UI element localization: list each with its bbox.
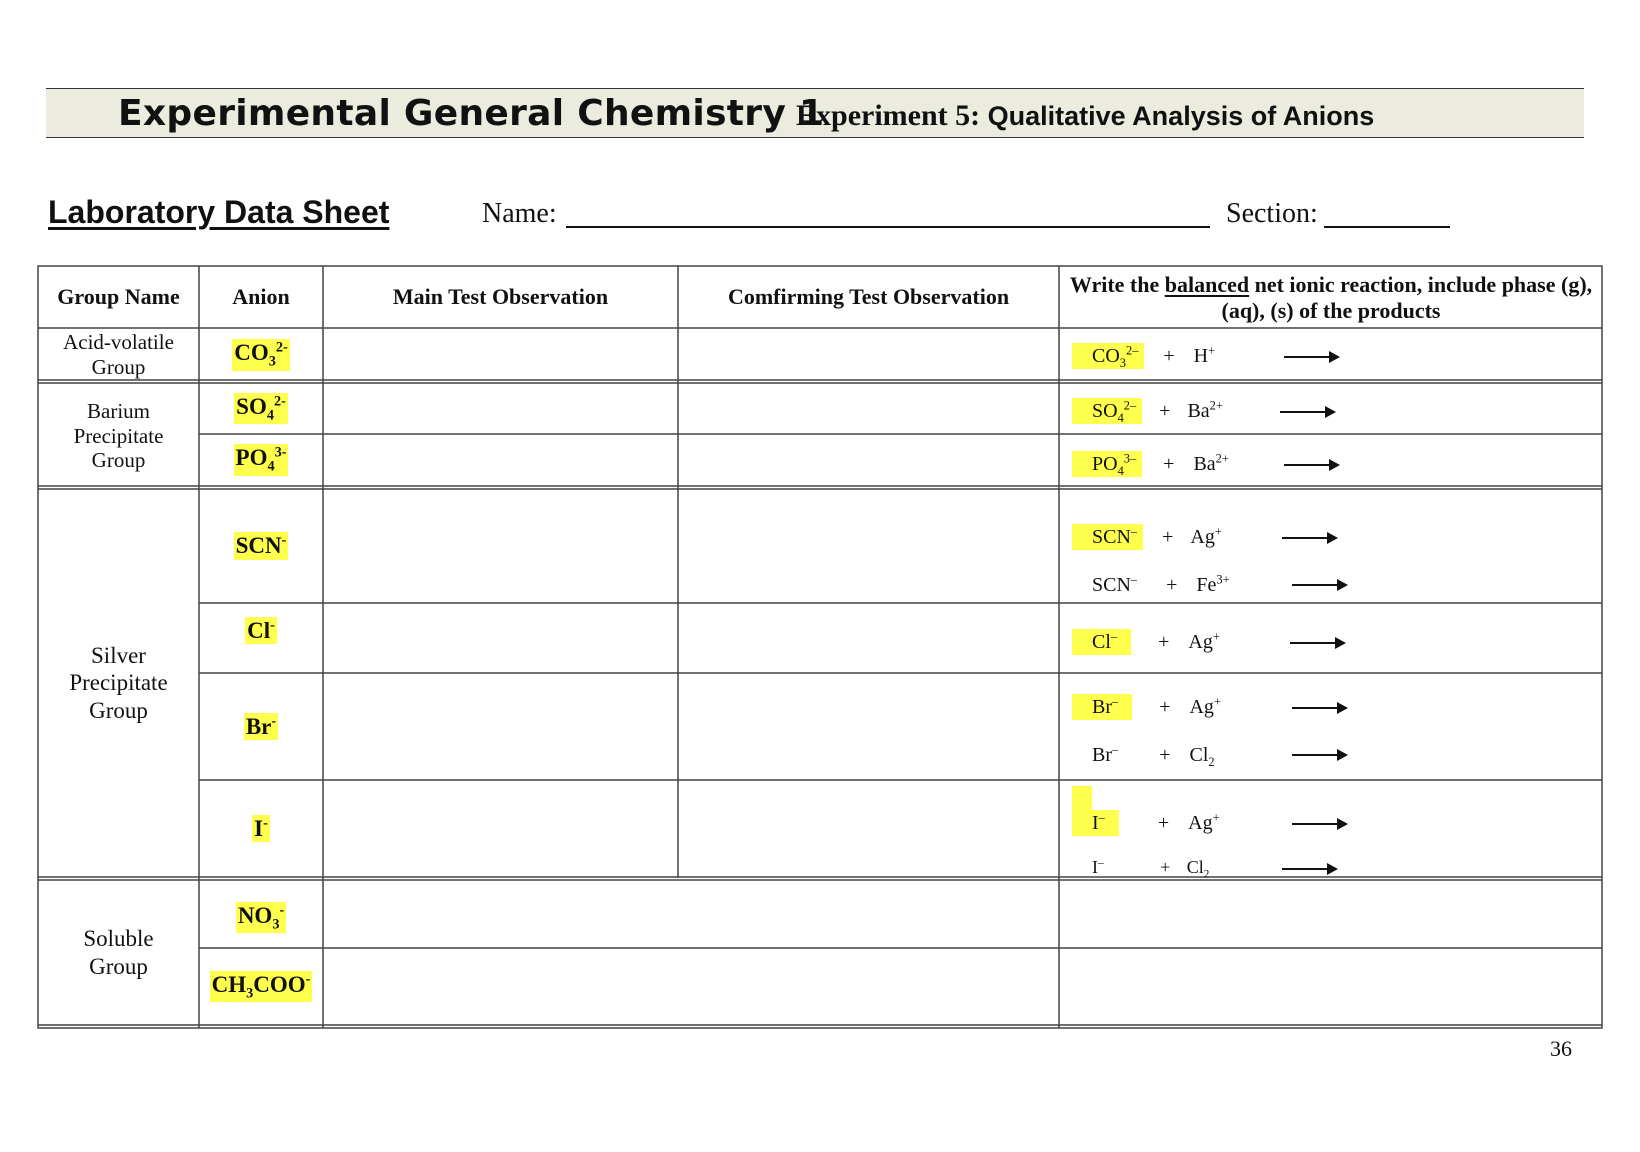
arrow-icon: [1284, 464, 1338, 466]
anion-nitrate: $NO_3^-$: [237, 902, 285, 933]
group-acid-volatile: Acid-volatile Group: [63, 330, 174, 379]
header-reaction-pre: Write the: [1069, 272, 1165, 298]
confirm-obs-sulfate[interactable]: [679, 384, 1058, 433]
arrow-icon: [1292, 754, 1346, 756]
arrow-icon: [1282, 868, 1336, 870]
arrow-icon: [1282, 537, 1336, 539]
anion-sulfate: $SO_4^{2-}$: [236, 393, 286, 424]
main-obs-bromide[interactable]: [324, 674, 677, 779]
main-obs-carbonate[interactable]: [324, 329, 677, 379]
reaction-acetate[interactable]: [1060, 949, 1601, 1024]
reaction-bromide-silver[interactable]: Br– + Ag+: [1072, 694, 1221, 719]
reaction-chloride-silver[interactable]: Cl– + Ag+: [1072, 629, 1220, 654]
obs-acetate[interactable]: [324, 949, 1058, 1024]
anion-thiocyanate: SCN-: [235, 532, 287, 559]
confirm-obs-thiocyanate[interactable]: [679, 490, 1058, 602]
header-anion: Anion: [232, 284, 290, 310]
main-obs-thiocyanate[interactable]: [324, 490, 677, 602]
anion-phosphate: $PO_4^{3-}$: [235, 444, 287, 475]
section-label: Section:: [1226, 198, 1318, 229]
anion-carbonate: $CO_3^{2-}$: [234, 339, 288, 370]
header-reaction-balanced: balanced: [1164, 272, 1250, 298]
highlight-mark: [1072, 786, 1092, 810]
header-reaction: [1066, 268, 1596, 328]
confirm-obs-phosphate[interactable]: [679, 435, 1058, 485]
reaction-iodide-chlorine[interactable]: $I^- + Cl_2$: [1092, 857, 1210, 881]
sheet-title: Laboratory Data Sheet: [48, 194, 390, 230]
experiment-prefix: Experiment 5:: [796, 99, 981, 132]
course-title: Experimental General Chemistry 1: [118, 93, 825, 134]
header-confirming-test: Comfirming Test Observation: [727, 284, 1010, 310]
group-silver-precipitate: Silver Precipitate Group: [69, 643, 168, 723]
anion-acetate: $CH_3COO^-$: [211, 971, 311, 1002]
arrow-icon: [1292, 584, 1346, 586]
main-obs-sulfate[interactable]: [324, 384, 677, 433]
reaction-nitrate[interactable]: [1060, 881, 1601, 947]
anion-iodide: I-: [254, 815, 268, 841]
confirm-obs-bromide[interactable]: [679, 674, 1058, 779]
name-label: Name:: [482, 198, 557, 229]
arrow-icon: [1284, 356, 1338, 358]
reaction-bromide-chlorine[interactable]: $Br^- + Cl_2$: [1092, 742, 1215, 769]
confirm-obs-carbonate[interactable]: [679, 329, 1058, 379]
confirm-obs-iodide[interactable]: [679, 781, 1058, 876]
anion-bromide: Br-: [245, 713, 277, 739]
reaction-iodide-silver[interactable]: I– + Ag+: [1072, 810, 1220, 835]
obs-nitrate[interactable]: [324, 881, 1058, 947]
reaction-thiocyanate-iron[interactable]: $SCN^- + Fe^{3+}$: [1092, 572, 1230, 596]
confirm-obs-chloride[interactable]: [679, 604, 1058, 672]
arrow-icon: [1280, 411, 1334, 413]
group-soluble: Soluble Group: [83, 926, 154, 979]
reaction-phosphate-barium[interactable]: $PO_4^{3-} + Ba^{2+}$: [1072, 451, 1229, 479]
main-obs-phosphate[interactable]: [324, 435, 677, 485]
main-obs-chloride[interactable]: [324, 604, 677, 672]
experiment-name: Qualitative Analysis of Anions: [987, 101, 1375, 131]
page-number: 36: [1550, 1036, 1572, 1061]
reaction-thiocyanate-silver[interactable]: SCN– + Ag+: [1072, 524, 1222, 549]
anion-chloride: Cl-: [247, 617, 275, 643]
header-reaction-post: net ionic reaction, include phase (g), (aq), (s) of the products: [1221, 272, 1593, 323]
header-group-name: Group Name: [57, 284, 180, 310]
main-obs-iodide[interactable]: [324, 781, 677, 876]
header-main-test: Main Test Observation: [392, 284, 609, 310]
reaction-carbonate-hydrogen[interactable]: $CO_3^{2-} + H^+$: [1072, 343, 1215, 371]
reaction-sulfate-barium[interactable]: $SO_4^{2-} + Ba^{2+}$: [1072, 398, 1223, 426]
group-barium-precipitate: Barium Precipitate Group: [73, 398, 164, 473]
arrow-icon: [1292, 707, 1346, 709]
arrow-icon: [1290, 642, 1344, 644]
arrow-icon: [1292, 823, 1346, 825]
